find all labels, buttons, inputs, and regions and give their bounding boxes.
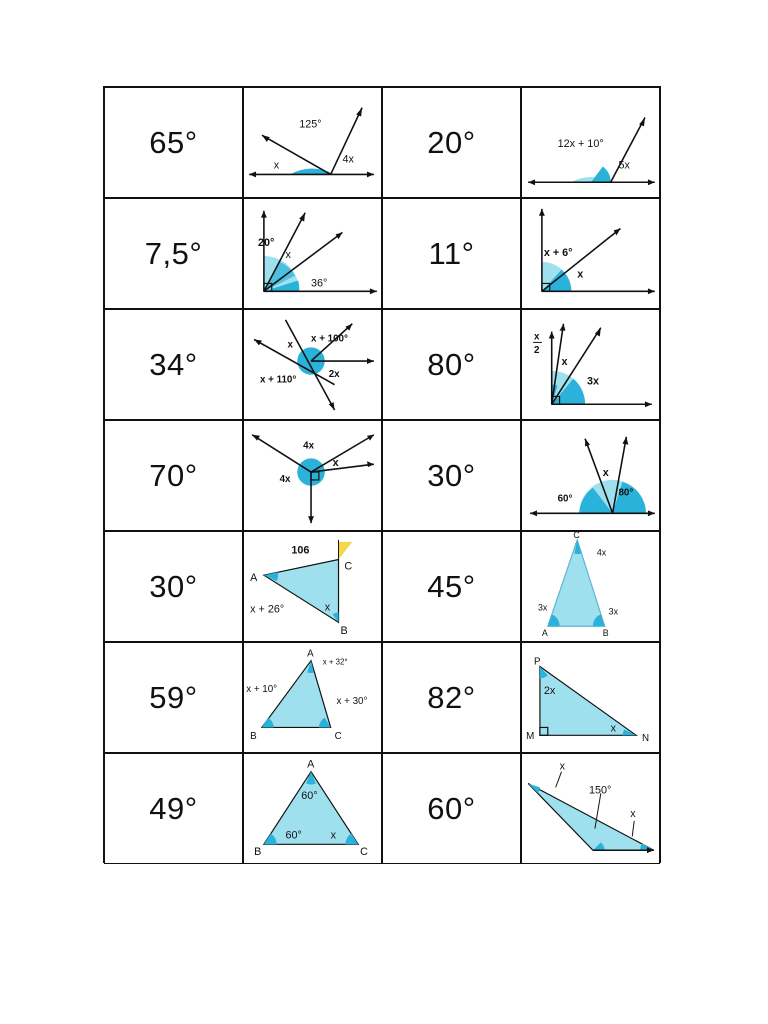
figure-card bbox=[243, 753, 382, 864]
vertex-label: B bbox=[340, 625, 348, 638]
angle-figure bbox=[244, 310, 381, 419]
figure-card bbox=[243, 420, 382, 531]
angle-label: x + 10° bbox=[246, 684, 278, 696]
vertex-label: A bbox=[307, 648, 314, 660]
figure-card bbox=[521, 420, 660, 531]
vertex-label: B bbox=[250, 731, 257, 743]
answer-card bbox=[104, 531, 243, 642]
triangle-figure bbox=[244, 754, 381, 863]
answer-value: 11° bbox=[428, 235, 475, 271]
figure-card bbox=[521, 642, 660, 753]
angle-label: 5x bbox=[618, 159, 630, 172]
figure-card bbox=[521, 309, 660, 420]
angle-label: 2x bbox=[328, 368, 340, 380]
answer-card bbox=[382, 531, 521, 642]
answer-card bbox=[382, 642, 521, 753]
angle-label: 4x bbox=[342, 153, 354, 166]
vertex-label: C bbox=[344, 560, 353, 573]
angle-label: x + 6° bbox=[543, 246, 573, 259]
angle-label: 106 bbox=[291, 544, 310, 557]
answer-value: 20° bbox=[427, 124, 476, 160]
angle-figure bbox=[244, 199, 381, 308]
figure-card bbox=[243, 642, 382, 753]
angle-figure bbox=[522, 310, 659, 419]
angle-label: 2x bbox=[543, 685, 556, 698]
vertex-label: C bbox=[573, 532, 580, 540]
answer-value: 80° bbox=[427, 346, 476, 382]
angle-label: x bbox=[273, 159, 280, 172]
answer-card bbox=[104, 642, 243, 753]
triangle-figure bbox=[522, 643, 659, 752]
angle-label: 4x bbox=[596, 547, 607, 558]
figure-card bbox=[521, 198, 660, 309]
angle-label: x bbox=[330, 829, 337, 842]
angle-label: x bbox=[324, 601, 331, 614]
answer-value: 49° bbox=[149, 790, 198, 826]
angle-label: x + 32° bbox=[322, 657, 348, 667]
vertex-label: A bbox=[250, 572, 258, 585]
angle-label: x + 30° bbox=[336, 695, 368, 707]
angle-label: x bbox=[577, 268, 584, 281]
vertex-label: C bbox=[360, 846, 368, 859]
answer-card bbox=[104, 198, 243, 309]
figure-card bbox=[521, 87, 660, 198]
angle-label: 125° bbox=[299, 118, 322, 131]
angle-label: 2 bbox=[534, 345, 540, 357]
angle-label: x bbox=[630, 807, 636, 820]
answer-value: 60° bbox=[427, 790, 476, 826]
figure-card bbox=[521, 531, 660, 642]
vertex-label: B bbox=[254, 846, 262, 859]
angle-label: x + 110° bbox=[259, 374, 297, 386]
angle-figure bbox=[522, 199, 659, 308]
angle-label: x + 26° bbox=[250, 603, 285, 616]
answer-card bbox=[382, 198, 521, 309]
angle-label: x bbox=[610, 722, 617, 735]
triangle-figure bbox=[522, 532, 659, 641]
angle-label: x bbox=[534, 331, 540, 343]
figure-card bbox=[243, 309, 382, 420]
answer-card bbox=[104, 309, 243, 420]
answer-card bbox=[104, 753, 243, 864]
angle-label: 150° bbox=[589, 784, 612, 797]
answer-card bbox=[382, 87, 521, 198]
figure-card bbox=[243, 87, 382, 198]
angle-label: 4x bbox=[303, 440, 315, 452]
vertex-label: B bbox=[602, 628, 609, 639]
angle-figure bbox=[522, 88, 659, 197]
answer-value: 70° bbox=[149, 457, 198, 493]
answer-card bbox=[104, 87, 243, 198]
angle-figure bbox=[244, 421, 381, 530]
angle-label: 60° bbox=[301, 790, 318, 803]
angle-label: 3x bbox=[608, 606, 618, 617]
vertex-label: A bbox=[541, 628, 548, 639]
vertex-label: A bbox=[307, 758, 315, 771]
answer-value: 65° bbox=[149, 124, 198, 160]
angle-label: 12x + 10° bbox=[557, 137, 604, 150]
angle-label: x bbox=[561, 355, 568, 368]
angle-label: x bbox=[285, 248, 291, 261]
vertex-label: C bbox=[334, 731, 342, 743]
answer-value: 45° bbox=[427, 568, 476, 604]
triangle-figure bbox=[244, 532, 381, 641]
figure-card bbox=[243, 198, 382, 309]
triangle-figure bbox=[522, 754, 659, 863]
vertex-label: P bbox=[534, 656, 541, 668]
angle-label: 60° bbox=[285, 829, 302, 842]
angle-label: x bbox=[287, 339, 293, 351]
answer-value: 82° bbox=[427, 679, 476, 715]
answer-value: 7,5° bbox=[144, 235, 203, 271]
angle-figure bbox=[522, 421, 659, 530]
angle-label: x bbox=[332, 457, 339, 470]
angle-label: x bbox=[602, 466, 609, 479]
answer-card bbox=[382, 420, 521, 531]
figure-card bbox=[243, 531, 382, 642]
angle-figure bbox=[244, 88, 381, 197]
answer-card bbox=[382, 309, 521, 420]
answer-value: 59° bbox=[149, 679, 198, 715]
answer-value: 30° bbox=[149, 568, 198, 604]
angle-label: 4x bbox=[279, 473, 291, 485]
angle-label: 3x bbox=[587, 375, 600, 388]
answer-value: 30° bbox=[427, 457, 476, 493]
angle-label: 36° bbox=[311, 277, 328, 290]
answer-card bbox=[104, 420, 243, 531]
vertex-label: M bbox=[526, 731, 535, 743]
angle-label: 60° bbox=[557, 493, 573, 505]
angle-label: x bbox=[559, 760, 565, 773]
triangle-figure bbox=[244, 643, 381, 752]
figure-card bbox=[521, 753, 660, 864]
angle-label: 80° bbox=[618, 487, 634, 499]
angle-cards-grid bbox=[103, 86, 661, 863]
vertex-label: N bbox=[642, 733, 650, 745]
answer-value: 34° bbox=[149, 346, 198, 382]
angle-label: 3x bbox=[537, 602, 548, 613]
angle-label: 20° bbox=[258, 237, 275, 250]
answer-card bbox=[382, 753, 521, 864]
angle-label: x + 100° bbox=[311, 333, 348, 345]
